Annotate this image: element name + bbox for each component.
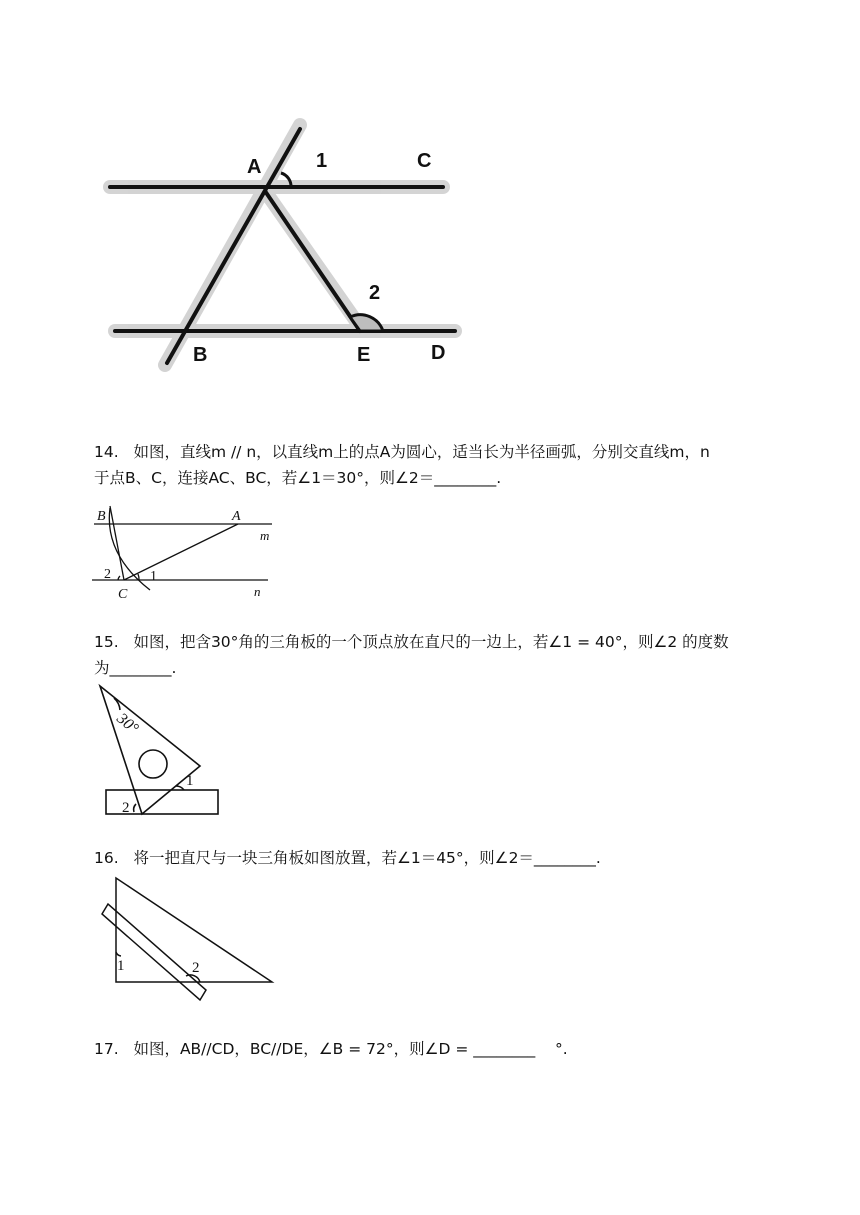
question-17-number: 17. — [94, 1040, 119, 1058]
question-16 — [94, 845, 601, 871]
question-17-line-1 — [94, 1036, 568, 1062]
question-14-text-1: 如图，直线m // n，以直线m上的点A为圆心，适当长为半径画弧，分别交直线m，n — [133, 443, 710, 461]
label-m: m — [260, 528, 270, 543]
label-B: B — [97, 509, 106, 524]
question-16-line-1 — [94, 845, 601, 871]
question-14-text-2: 于点B、C，连接AC、BC，若∠1＝30°，则∠2＝________. — [94, 469, 502, 487]
label-1: 1 — [117, 958, 125, 974]
label-E: E — [357, 344, 371, 366]
question-15-text-2: 为________. — [94, 659, 177, 677]
label-C: C — [118, 587, 128, 602]
label-1: 1 — [186, 773, 194, 789]
question-16-text-1: 将一把直尺与一块三角板如图放置，若∠1＝45°，则∠2＝________. — [133, 849, 601, 867]
label-A: A — [247, 156, 262, 178]
segment-BC — [110, 506, 124, 580]
figure-q15 — [90, 682, 230, 820]
question-15-line-1 — [94, 629, 729, 655]
question-15-line-2 — [94, 655, 729, 681]
label-2: 2 — [369, 282, 381, 304]
question-14 — [94, 439, 710, 491]
angle-2-arc — [134, 804, 136, 812]
label-A: A — [232, 509, 241, 524]
segment-AC — [124, 524, 238, 580]
label-1: 1 — [316, 150, 328, 172]
label-2: 2 — [192, 960, 200, 976]
question-15 — [94, 629, 729, 681]
question-17-text-1: 如图，AB//CD，BC//DE，∠B = 72°，则∠D = ________ °. — [133, 1040, 568, 1058]
label-C: C — [417, 150, 432, 172]
figure-q13 — [95, 115, 470, 380]
question-14-number: 14. — [94, 443, 119, 461]
label-B: B — [193, 344, 208, 366]
question-14-line-2 — [94, 465, 710, 491]
label-2: 2 — [122, 800, 130, 816]
question-17 — [94, 1036, 568, 1062]
straight-ruler — [102, 904, 206, 1000]
question-15-text-1: 如图，把含30°角的三角板的一个顶点放在直尺的一边上，若∠1 = 40°，则∠2 的度数 — [133, 633, 729, 651]
figure-q14 — [90, 502, 280, 602]
question-15-number: 15. — [94, 633, 119, 651]
triangle-hole — [139, 750, 167, 778]
question-16-number: 16. — [94, 849, 119, 867]
question-14-line-1 — [94, 439, 710, 465]
label-30deg: 30° — [113, 710, 142, 738]
figure-q16 — [88, 872, 278, 1010]
label-D: D — [431, 342, 446, 364]
label-1: 1 — [150, 569, 157, 584]
label-n: n — [254, 584, 261, 599]
label-2: 2 — [104, 567, 111, 582]
